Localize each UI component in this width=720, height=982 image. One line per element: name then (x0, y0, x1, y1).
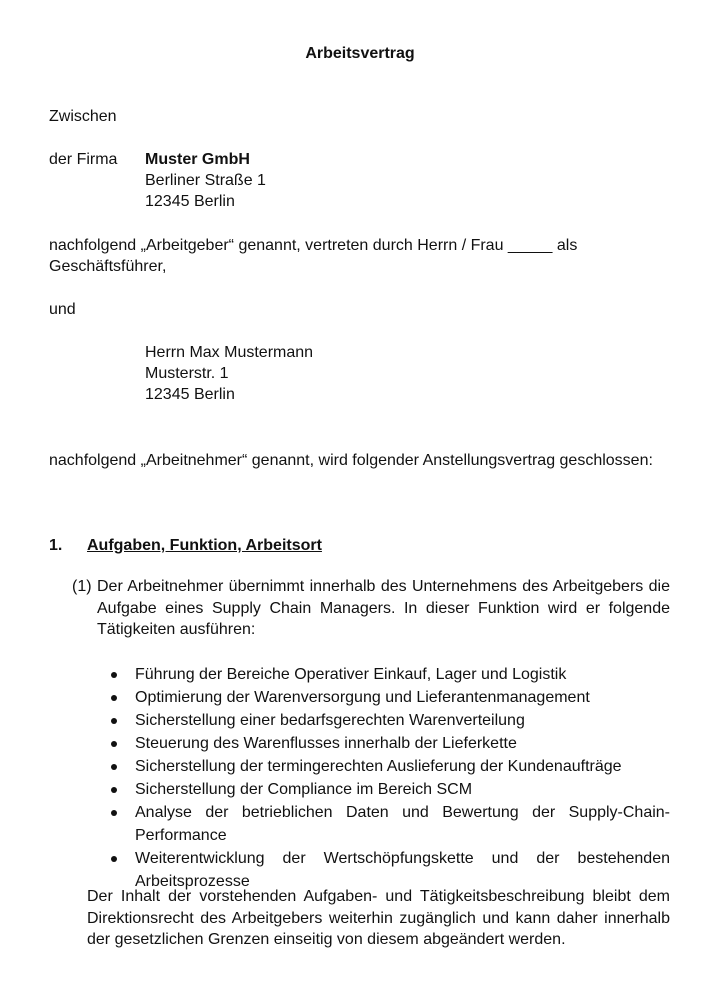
list-item-text: Analyse der betrieblichen Daten und Bewertung der Supply-Chain-Performance (135, 804, 670, 844)
firm-street: Berliner Straße 1 (145, 172, 266, 189)
list-item (108, 778, 670, 801)
paragraph-marker: (1) (72, 578, 92, 595)
employee-city: 12345 Berlin (145, 386, 235, 403)
list-item (108, 686, 670, 709)
bullet-icon (111, 810, 117, 816)
list-item (108, 732, 670, 755)
paragraph-1-text: Der Arbeitnehmer übernimmt innerhalb des Unternehmens des Arbeitgebers die Aufgabe eines Supply Chain Managers. In dieser Funktion wird er folgende Tätigkeiten ausführen: (97, 578, 670, 638)
list-item-text: Sicherstellung der Compliance im Bereich SCM (135, 781, 473, 798)
list-item-text: Sicherstellung einer bedarfsgerechten Warenverteilung (135, 712, 525, 729)
closing-paragraph: Der Inhalt der vorstehenden Aufgaben- und Tätigkeitsbeschreibung bleibt dem Direktionsrecht des Arbeitgebers weiterhin zugänglich und kann daher innerhalb der gesetzlichen Grenzen einseitig von diesem abgeändert werden. (87, 888, 670, 948)
between-label: Zwischen (49, 108, 117, 125)
employer-clause-line1: nachfolgend „Arbeitgeber“ genannt, vertreten durch Herrn / Frau _____ als (49, 237, 578, 254)
document-title: Arbeitsvertrag (305, 45, 415, 62)
list-item-text: Optimierung der Warenversorgung und Lieferantenmanagement (135, 689, 590, 706)
employee-clause: nachfolgend „Arbeitnehmer“ genannt, wird folgender Anstellungsvertrag geschlossen: (49, 452, 653, 469)
firm-label: der Firma (49, 151, 118, 168)
and-label: und (49, 301, 76, 318)
firm-name: Muster GmbH (145, 151, 250, 168)
list-item-text: Steuerung des Warenflusses innerhalb der Lieferkette (135, 735, 517, 752)
bullet-icon (111, 741, 117, 747)
bullet-icon (111, 787, 117, 793)
list-item-text: Weiterentwicklung der Wertschöpfungskette und der bestehenden Arbeitsprozesse (135, 850, 670, 890)
bullet-icon (111, 856, 117, 862)
list-item (108, 663, 670, 686)
list-item (108, 801, 670, 847)
bullet-icon (111, 695, 117, 701)
list-item (108, 709, 670, 732)
task-list (108, 663, 670, 893)
employer-clause-line2: Geschäftsführer, (49, 258, 167, 275)
list-item (108, 755, 670, 778)
bullet-icon (111, 672, 117, 678)
section-number: 1. (49, 537, 63, 554)
section-heading: Aufgaben, Funktion, Arbeitsort (87, 537, 322, 554)
employee-street: Musterstr. 1 (145, 365, 229, 382)
employee-name: Herrn Max Mustermann (145, 344, 314, 361)
list-item-text: Sicherstellung der termingerechten Auslieferung der Kundenaufträge (135, 758, 622, 775)
bullet-icon (111, 764, 117, 770)
list-item-text: Führung der Bereiche Operativer Einkauf, Lager und Logistik (135, 666, 567, 683)
bullet-icon (111, 718, 117, 724)
firm-city: 12345 Berlin (145, 193, 235, 210)
